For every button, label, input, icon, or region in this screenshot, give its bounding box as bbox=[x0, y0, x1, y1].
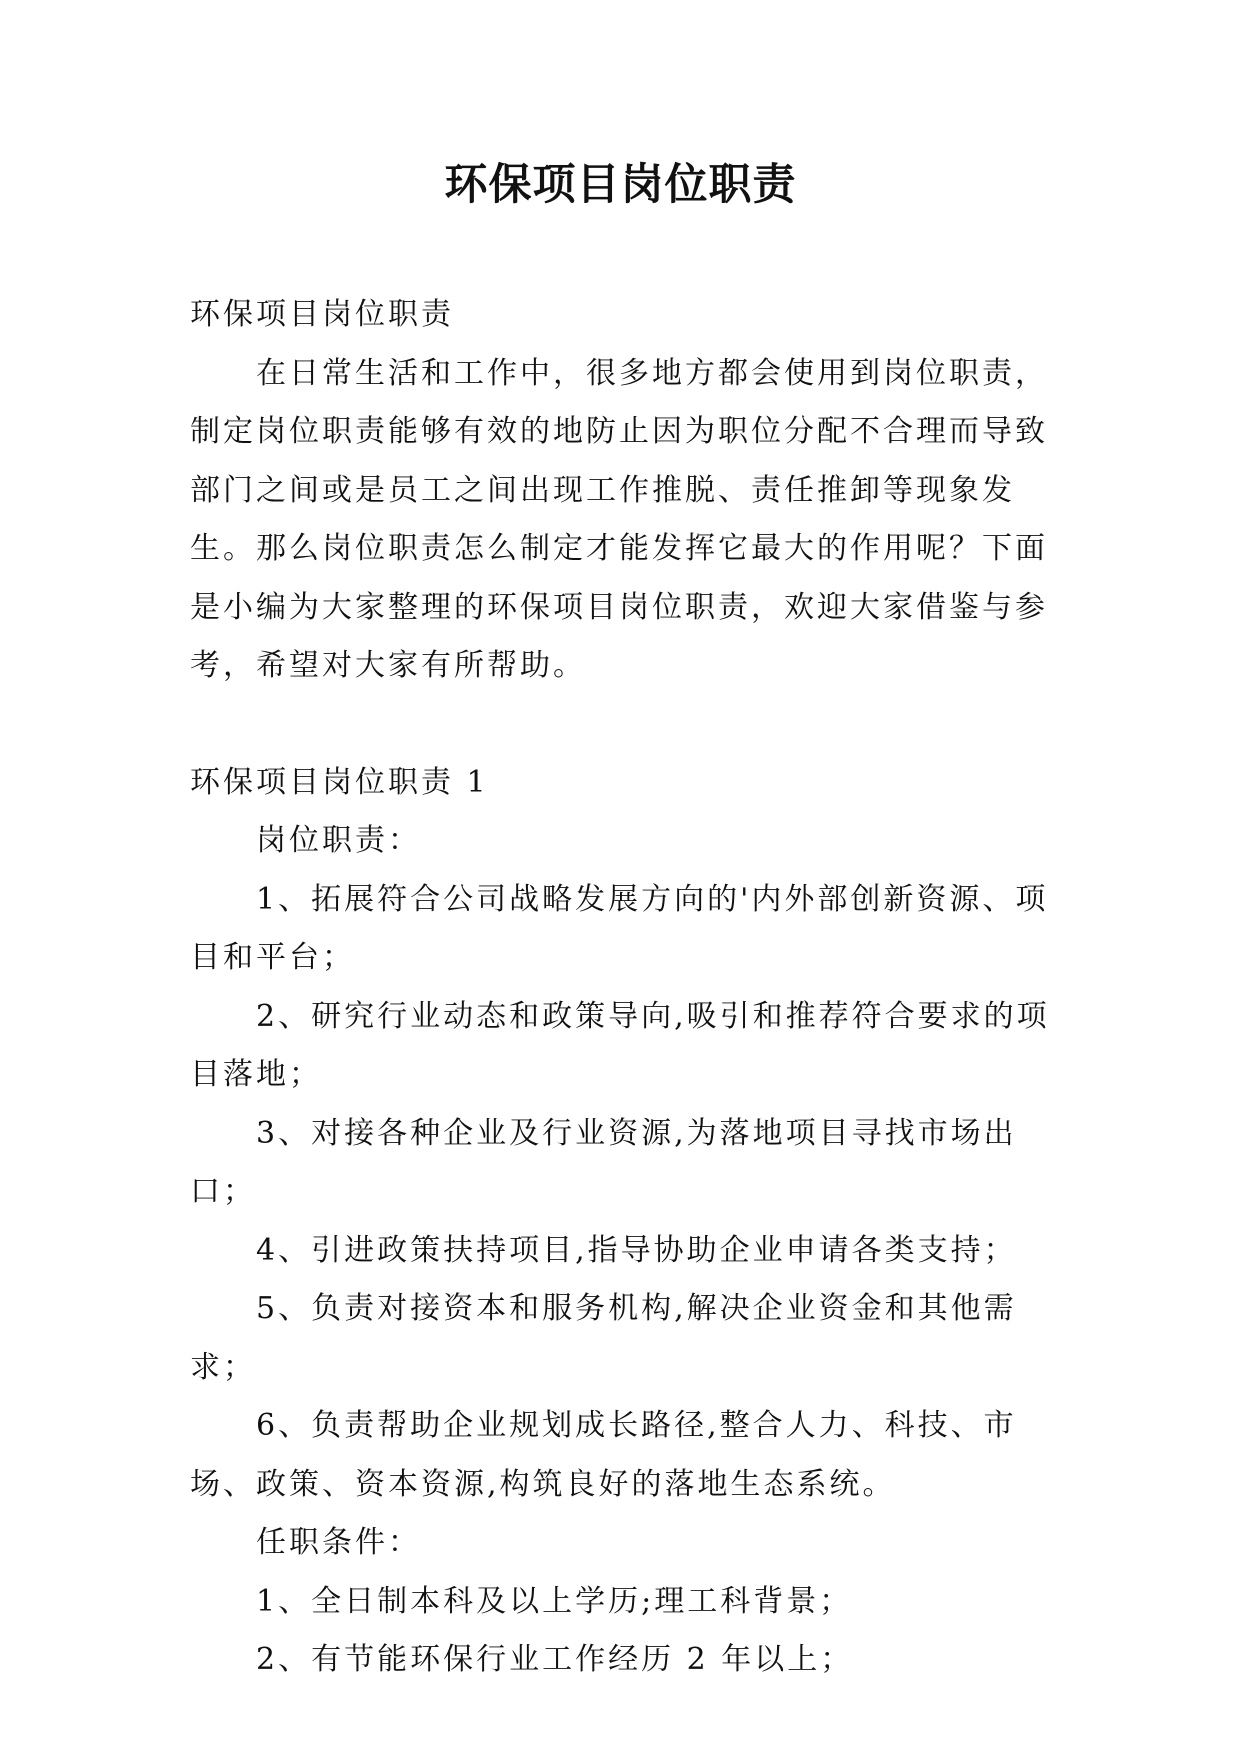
intro-paragraph: 在日常生活和工作中，很多地方都会使用到岗位职责，制定岗位职责能够有效的地防止因为职位分配不合理而导致部门之间或是员工之间出现工作推脱、责任推卸等现象发生。那么岗位职责怎么制定才能发挥它最大的作用呢？下面是小编为大家整理的环保项目岗位职责，欢迎大家借鉴与参考，希望对大家有所帮助。 bbox=[190, 355, 1048, 683]
document-body bbox=[190, 286, 1060, 1690]
requirement-item: 1、全日制本科及以上学历;理工科背景； bbox=[256, 1583, 853, 1619]
section-heading: 环保项目岗位职责 1 bbox=[190, 764, 489, 800]
requirements-label: 任职条件： bbox=[256, 1525, 421, 1560]
duty-item: 4、引进政策扶持项目,指导协助企业申请各类支持； bbox=[256, 1232, 1017, 1268]
document-title: 环保项目岗位职责 bbox=[444, 160, 797, 210]
duty-item: 3、对接各种企业及行业资源,为落地项目寻找市场出口； bbox=[190, 1115, 1017, 1209]
duty-item: 5、负责对接资本和服务机构,解决企业资金和其他需求； bbox=[190, 1291, 1017, 1385]
duty-item: 1、拓展符合公司战略发展方向的'内外部创新资源、项目和平台； bbox=[190, 881, 1049, 975]
duty-item: 6、负责帮助企业规划成长路径,整合人力、科技、市场、政策、资本资源,构筑良好的落地生态系统。 bbox=[190, 1408, 1017, 1502]
requirement-item: 2、有节能环保行业工作经历 2 年以上； bbox=[256, 1642, 854, 1677]
duties-label: 岗位职责： bbox=[256, 823, 421, 858]
document-subtitle: 环保项目岗位职责 bbox=[190, 297, 454, 332]
duty-item: 2、研究行业动态和政策导向,吸引和推荐符合要求的项目落地； bbox=[190, 998, 1050, 1092]
